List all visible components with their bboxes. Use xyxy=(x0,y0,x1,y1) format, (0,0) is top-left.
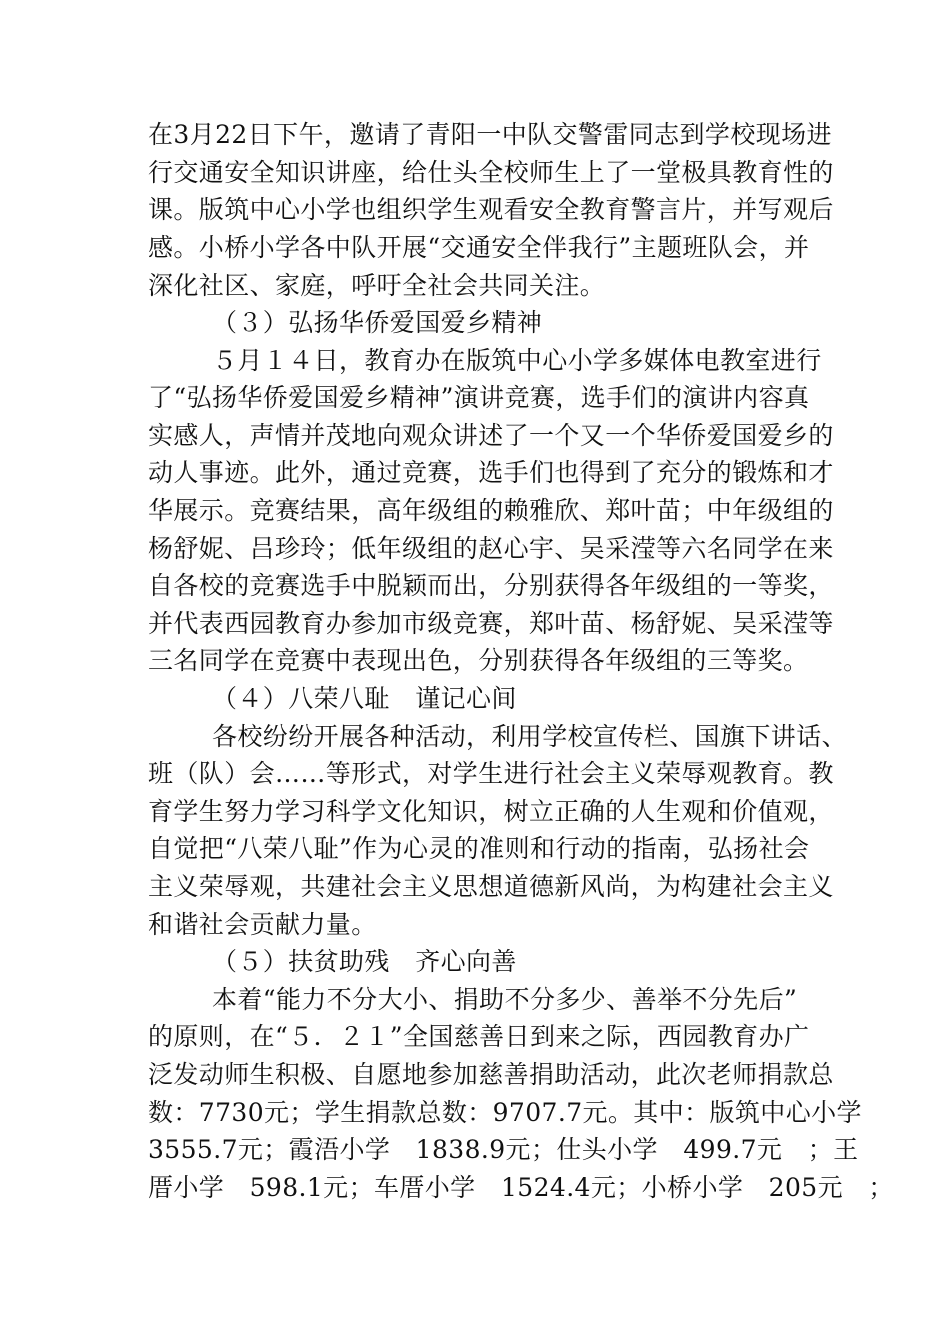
paragraph-line: 并代表西园教育办参加市级竞赛，郑叶苗、杨舒妮、吴采滢等 xyxy=(148,609,834,638)
paragraph-line: 华展示。竞赛结果，高年级组的赖雅欣、郑叶苗；中年级组的 xyxy=(148,496,834,525)
paragraph-line: 数：7730元；学生捐款总数：9707.7元。其中：版筑中心小学 xyxy=(148,1098,862,1127)
paragraph-line: 感。小桥小学各中队开展“交通安全伴我行”主题班队会，并 xyxy=(148,233,810,262)
section-heading: （５）扶贫助残 齐心向善 xyxy=(212,947,517,976)
paragraph-line: 行交通安全知识讲座，给仕头全校师生上了一堂极具教育性的 xyxy=(148,158,834,187)
paragraph-line: ５月１４日，教育办在版筑中心小学多媒体电教室进行 xyxy=(212,346,822,375)
paragraph-line: 自觉把“八荣八耻”作为心灵的准则和行动的指南，弘扬社会 xyxy=(148,834,810,863)
paragraph-line: 厝小学 598.1元；车厝小学 1524.4元；小桥小学 205元 ； xyxy=(148,1173,894,1202)
paragraph-line: 班（队）会……等形式，对学生进行社会主义荣辱观教育。教 xyxy=(148,759,834,788)
paragraph-line: 各校纷纷开展各种活动，利用学校宣传栏、国旗下讲话、 xyxy=(212,722,848,751)
paragraph-line: 3555.7元；霞浯小学 1838.9元；仕头小学 499.7元 ；王 xyxy=(148,1135,859,1164)
paragraph-line: 实感人，声情并茂地向观众讲述了一个又一个华侨爱国爱乡的 xyxy=(148,421,834,450)
paragraph-line: 杨舒妮、吕珍玲；低年级组的赵心宇、吴采滢等六名同学在来 xyxy=(148,534,834,563)
paragraph-line: 在3月22日下午，邀请了青阳一中队交警雷同志到学校现场进 xyxy=(148,120,832,149)
paragraph-line: 课。版筑中心小学也组织学生观看安全教育警言片，并写观后 xyxy=(148,195,834,224)
paragraph-line: 三名同学在竞赛中表现出色，分别获得各年级组的三等奖。 xyxy=(148,646,809,675)
paragraph-line: 了“弘扬华侨爱国爱乡精神”演讲竞赛，选手们的演讲内容真 xyxy=(148,383,810,412)
paragraph-line: 主义荣辱观，共建社会主义思想道德新风尚，为构建社会主义 xyxy=(148,872,834,901)
paragraph-line: 泛发动师生积极、自愿地参加慈善捐助活动，此次老师捐款总 xyxy=(148,1060,834,1089)
paragraph-line: 深化社区、家庭，呼吁全社会共同关注。 xyxy=(148,271,606,300)
paragraph-line: 本着“能力不分大小、捐助不分多少、善举不分先后” xyxy=(212,985,798,1014)
section-heading: （３）弘扬华侨爱国爱乡精神 xyxy=(212,308,543,337)
paragraph-line: 自各校的竞赛选手中脱颖而出，分别获得各年级组的一等奖， xyxy=(148,571,834,600)
paragraph-line: 和谐社会贡献力量。 xyxy=(148,910,377,939)
paragraph-line: 动人事迹。此外，通过竞赛，选手们也得到了充分的锻炼和才 xyxy=(148,458,834,487)
paragraph-line: 育学生努力学习科学文化知识，树立正确的人生观和价值观， xyxy=(148,797,834,826)
section-heading: （４）八荣八耻 谨记心间 xyxy=(212,684,517,713)
paragraph-line: 的原则，在“５．２１”全国慈善日到来之际，西园教育办广 xyxy=(148,1022,810,1051)
